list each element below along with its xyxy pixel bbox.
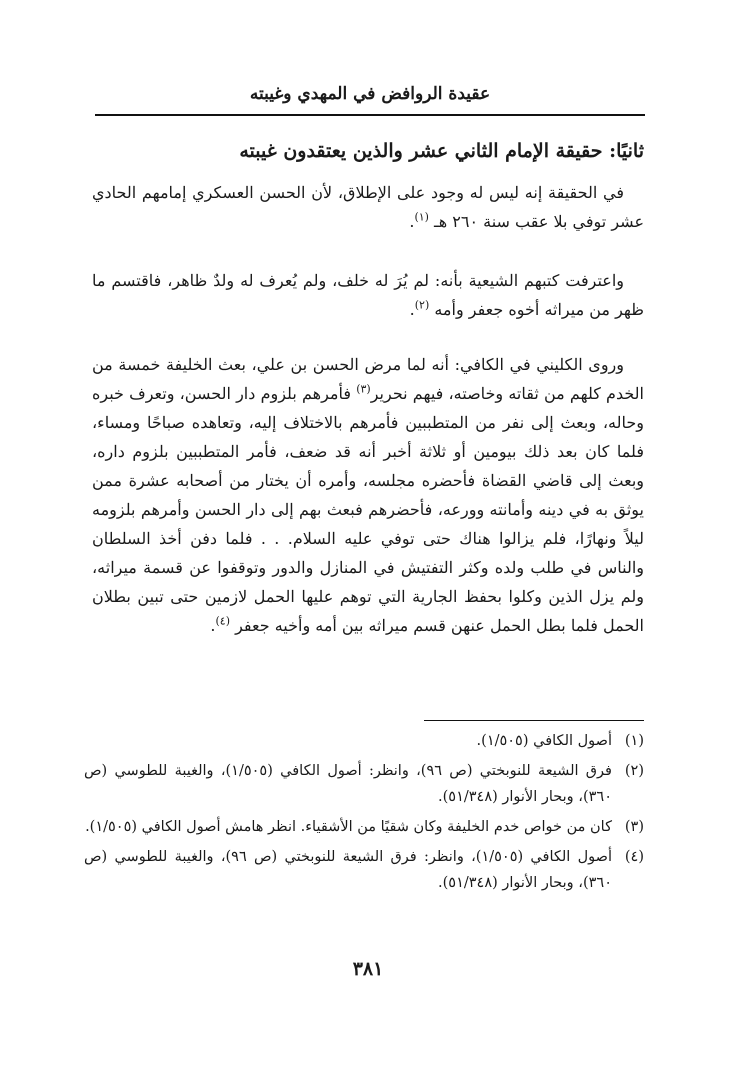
footnote-item	[84, 814, 644, 840]
footnote-number: (١)	[624, 733, 644, 749]
footnotes	[84, 728, 644, 900]
footnote-item	[84, 844, 644, 896]
footnote-item	[84, 728, 644, 754]
footnote-text: كان من خواص خدم الخليفة وكان شقيًا من الأشقياء. انظر هامش أصول الكافي (١/٥٠٥).	[85, 819, 612, 835]
paragraph-3	[92, 350, 644, 640]
paragraph-3-text-a: وروى الكليني في الكافي: أنه لما مرض الحسن بن علي، بعث الخليفة خمسة من الخدم كلهم من ثقاته وخاصته، فيهم نحرير	[92, 355, 645, 403]
footnote-ref-2: (٢)	[414, 298, 430, 312]
footnote-number: (٤)	[624, 849, 644, 865]
section-heading: ثانيًا: حقيقة الإمام الثاني عشر والذين يعتقدون غيبته	[239, 140, 644, 162]
footnote-text: فرق الشيعة للنوبختي (ص ٩٦)، وانظر: أصول الكافي (١/٥٠٥)، والغيبة للطوسي (ص ٣٦٠)، وبحار الأنوار (٥١/٣٤٨).	[84, 763, 612, 805]
footnote-ref-1: (١)	[414, 210, 429, 224]
paragraph-3-text-b: فأمرهم بلزوم دار الحسن، وتعرف خبره وحاله، وبعث إلى نفر من المتطببين فأمرهم بالاختلاف إليه، وتعاهده صباحًا ومساء، فلما كان بعد ذلك بيومين أو ثلاثة أخبر أنه قد ضعف، فأمر المتطببين بلزوم داره، وبعث إلى قاضي القضاة فأحضره مجلسه، وأمره أن يختار من أصحابه عشرة ممن يوثق به في دينه وأمانته وورعه، فأحضرهم فبعث بهم إلى دار الحسن وأمرهم بلزومه ليلاً ونهارًا، فلم يزالوا هناك حتى توفي عليه السلام. . . فلما دفن أخذ السلطان والناس في طلب ولده وكثر التفتيش في المنازل والدور وتوقفوا عن قسمة ميراثه، ولم يزل الذين وكلوا بحفظ الجارية التي توهم عليها الحمل لازمين حتى تبين بطلان الحمل فلما بطل الحمل عنهن قسم ميراثه بين أمه وأخيه جعفر	[92, 384, 645, 635]
paragraph-3-tail: .	[210, 616, 216, 635]
footnote-number: (٣)	[624, 819, 644, 835]
footnote-number: (٢)	[624, 763, 644, 779]
footnote-rule	[424, 720, 644, 721]
footnote-text: أصول الكافي (١/٥٠٥).	[476, 733, 612, 749]
paragraph-1-tail: .	[409, 212, 415, 231]
paragraph-2-text: واعترفت كتبهم الشيعية بأنه: لم يُرَ له خلف، ولم يُعرف له ولدٌ ظاهر، فاقتسم ما ظهر من ميراثه أخوه جعفر وأمه	[92, 271, 644, 319]
footnote-item	[84, 758, 644, 810]
footnote-ref-4: (٤)	[215, 614, 230, 628]
footnote-ref-3: (٣)	[356, 382, 371, 396]
header-rule	[95, 114, 645, 116]
paragraph-2	[92, 266, 644, 324]
paragraph-2-tail: .	[409, 300, 415, 319]
paragraph-1	[92, 178, 644, 236]
running-title: عقيدة الروافض في المهدي وغيبته	[249, 84, 491, 104]
page-number: ٣٨١	[352, 958, 384, 980]
paragraph-1-text: في الحقيقة إنه ليس له وجود على الإطلاق، لأن الحسن العسكري إمامهم الحادي عشر توفي بلا عقب سنة ٢٦٠ هـ	[92, 183, 644, 231]
footnote-text: أصول الكافي (١/٥٠٥)، وانظر: فرق الشيعة للنوبختي (ص ٩٦)، والغيبة للطوسي (ص ٣٦٠)، وبحار الأنوار (٥١/٣٤٨).	[84, 849, 612, 891]
